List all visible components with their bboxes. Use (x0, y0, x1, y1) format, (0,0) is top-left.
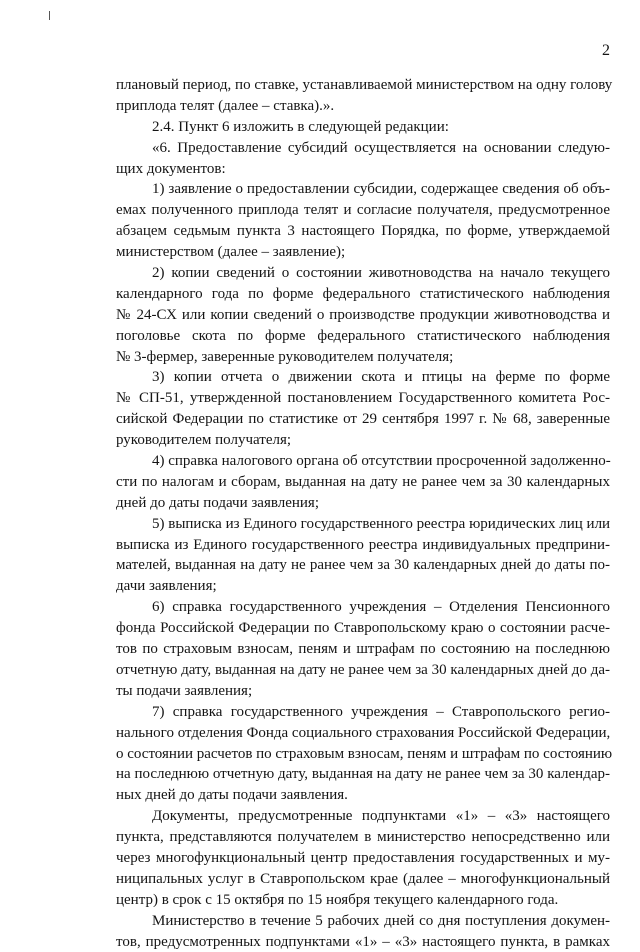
text-line: 7) справка государственного учреждения – Ставропольского регио- (152, 703, 610, 720)
scan-mark (49, 11, 50, 20)
text-line: фонда Российской Федерации по Ставропольскому краю о состоянии расче- (116, 620, 610, 637)
text-line: № СП-51, утвержденной постановлением Государственного комитета Рос- (116, 390, 610, 407)
text-line: мателей, выданная на дату не ранее чем за 30 календарных дней до даты по- (116, 557, 610, 574)
document-body (116, 75, 613, 952)
text-line: № 3-фермер, заверенные руководителем получателя; (116, 348, 454, 365)
text-line: 6) справка государственного учреждения – Отделения Пенсионного (152, 599, 610, 616)
text-line: календарного года по форме федерального статистического наблюдения (116, 285, 610, 302)
text-line: дней до даты подачи заявления; (116, 494, 319, 511)
text-line: тов, предусмотренных подпунктами «1» – «3» настоящего пункта, в рамках (116, 933, 610, 950)
text-line: сийской Федерации по статистике от 29 сентября 1997 г. № 68, заверенные (116, 411, 610, 428)
text-line: пункта, представляются получателем в министерство непосредственно или (116, 829, 610, 846)
text-line: приплода телят (далее – ставка).». (116, 97, 335, 114)
text-line: о состоянии расчетов по страховым взносам, пеням и штрафам по состоянию (116, 745, 613, 762)
text-line: поголовье скота по форме федерального статистического наблюдения (116, 327, 610, 344)
text-line: 4) справка налогового органа об отсутствии просроченной задолженно- (152, 453, 611, 470)
text-line: ты подачи заявления; (116, 682, 253, 699)
text-line: 2.4. Пункт 6 изложить в следующей редакции: (152, 118, 449, 135)
text-line: центр) в срок с 15 октября по 15 ноября текущего календарного года. (116, 891, 559, 908)
text-line: 2) копии сведений о состоянии животноводства на начало текущего (152, 265, 610, 282)
page-number: 2 (602, 42, 610, 59)
text-line: щих документов: (116, 160, 226, 177)
text-line: министерством (далее – заявление); (116, 244, 346, 261)
text-line: Документы, предусмотренные подпунктами «1» – «3» настоящего (152, 808, 610, 825)
text-line: 3) копии отчета о движении скота и птицы на ферме по форме (152, 369, 610, 386)
text-line: «6. Предоставление субсидий осуществляется на основании следую- (152, 139, 610, 156)
text-line: емах полученного приплода телят и согласие получателя, предусмотренное (116, 202, 610, 219)
text-line: выписка из Единого государственного реестра индивидуальных предприни- (116, 536, 610, 553)
text-line: ных дней до даты подачи заявления. (116, 787, 348, 804)
text-line: сти по налогам и сборам, выданная на дату не ранее чем за 30 календарных (116, 473, 610, 490)
text-line: на последнюю отчетную дату, выданная на дату не ранее чем за 30 календар- (116, 766, 610, 783)
text-line: через многофункциональный центр предоставления государственных и му- (116, 849, 610, 866)
text-line: 5) выписка из Единого государственного реестра юридических лиц или (152, 515, 611, 532)
text-line: 1) заявление о предоставлении субсидии, содержащее сведения об объ- (152, 181, 610, 198)
text-line: плановый период, по ставке, устанавливаемой министерством на одну голову (116, 77, 613, 93)
text-line: ниципальных услуг в Ставропольском крае (далее – многофункциональный (116, 870, 610, 887)
text-line: № 24-СХ или копии сведений о производстве продукции животноводства и (116, 306, 610, 323)
text-line: руководителем получателя; (116, 432, 292, 449)
text-line: отчетную дату, выданная на дату не ранее чем за 30 календарных дней до да- (116, 661, 610, 678)
text-line: Министерство в течение 5 рабочих дней со дня поступления докумен- (152, 912, 610, 929)
text-line: дачи заявления; (116, 578, 217, 595)
text-line: нального отделения Фонда социального страхования Российской Федерации, (116, 724, 611, 741)
text-line: абзацем седьмым пункта 3 настоящего Порядка, по форме, утверждаемой (116, 223, 610, 240)
text-line: тов по страховым взносам, пеням и штрафам по состоянию на последнюю (116, 641, 610, 658)
